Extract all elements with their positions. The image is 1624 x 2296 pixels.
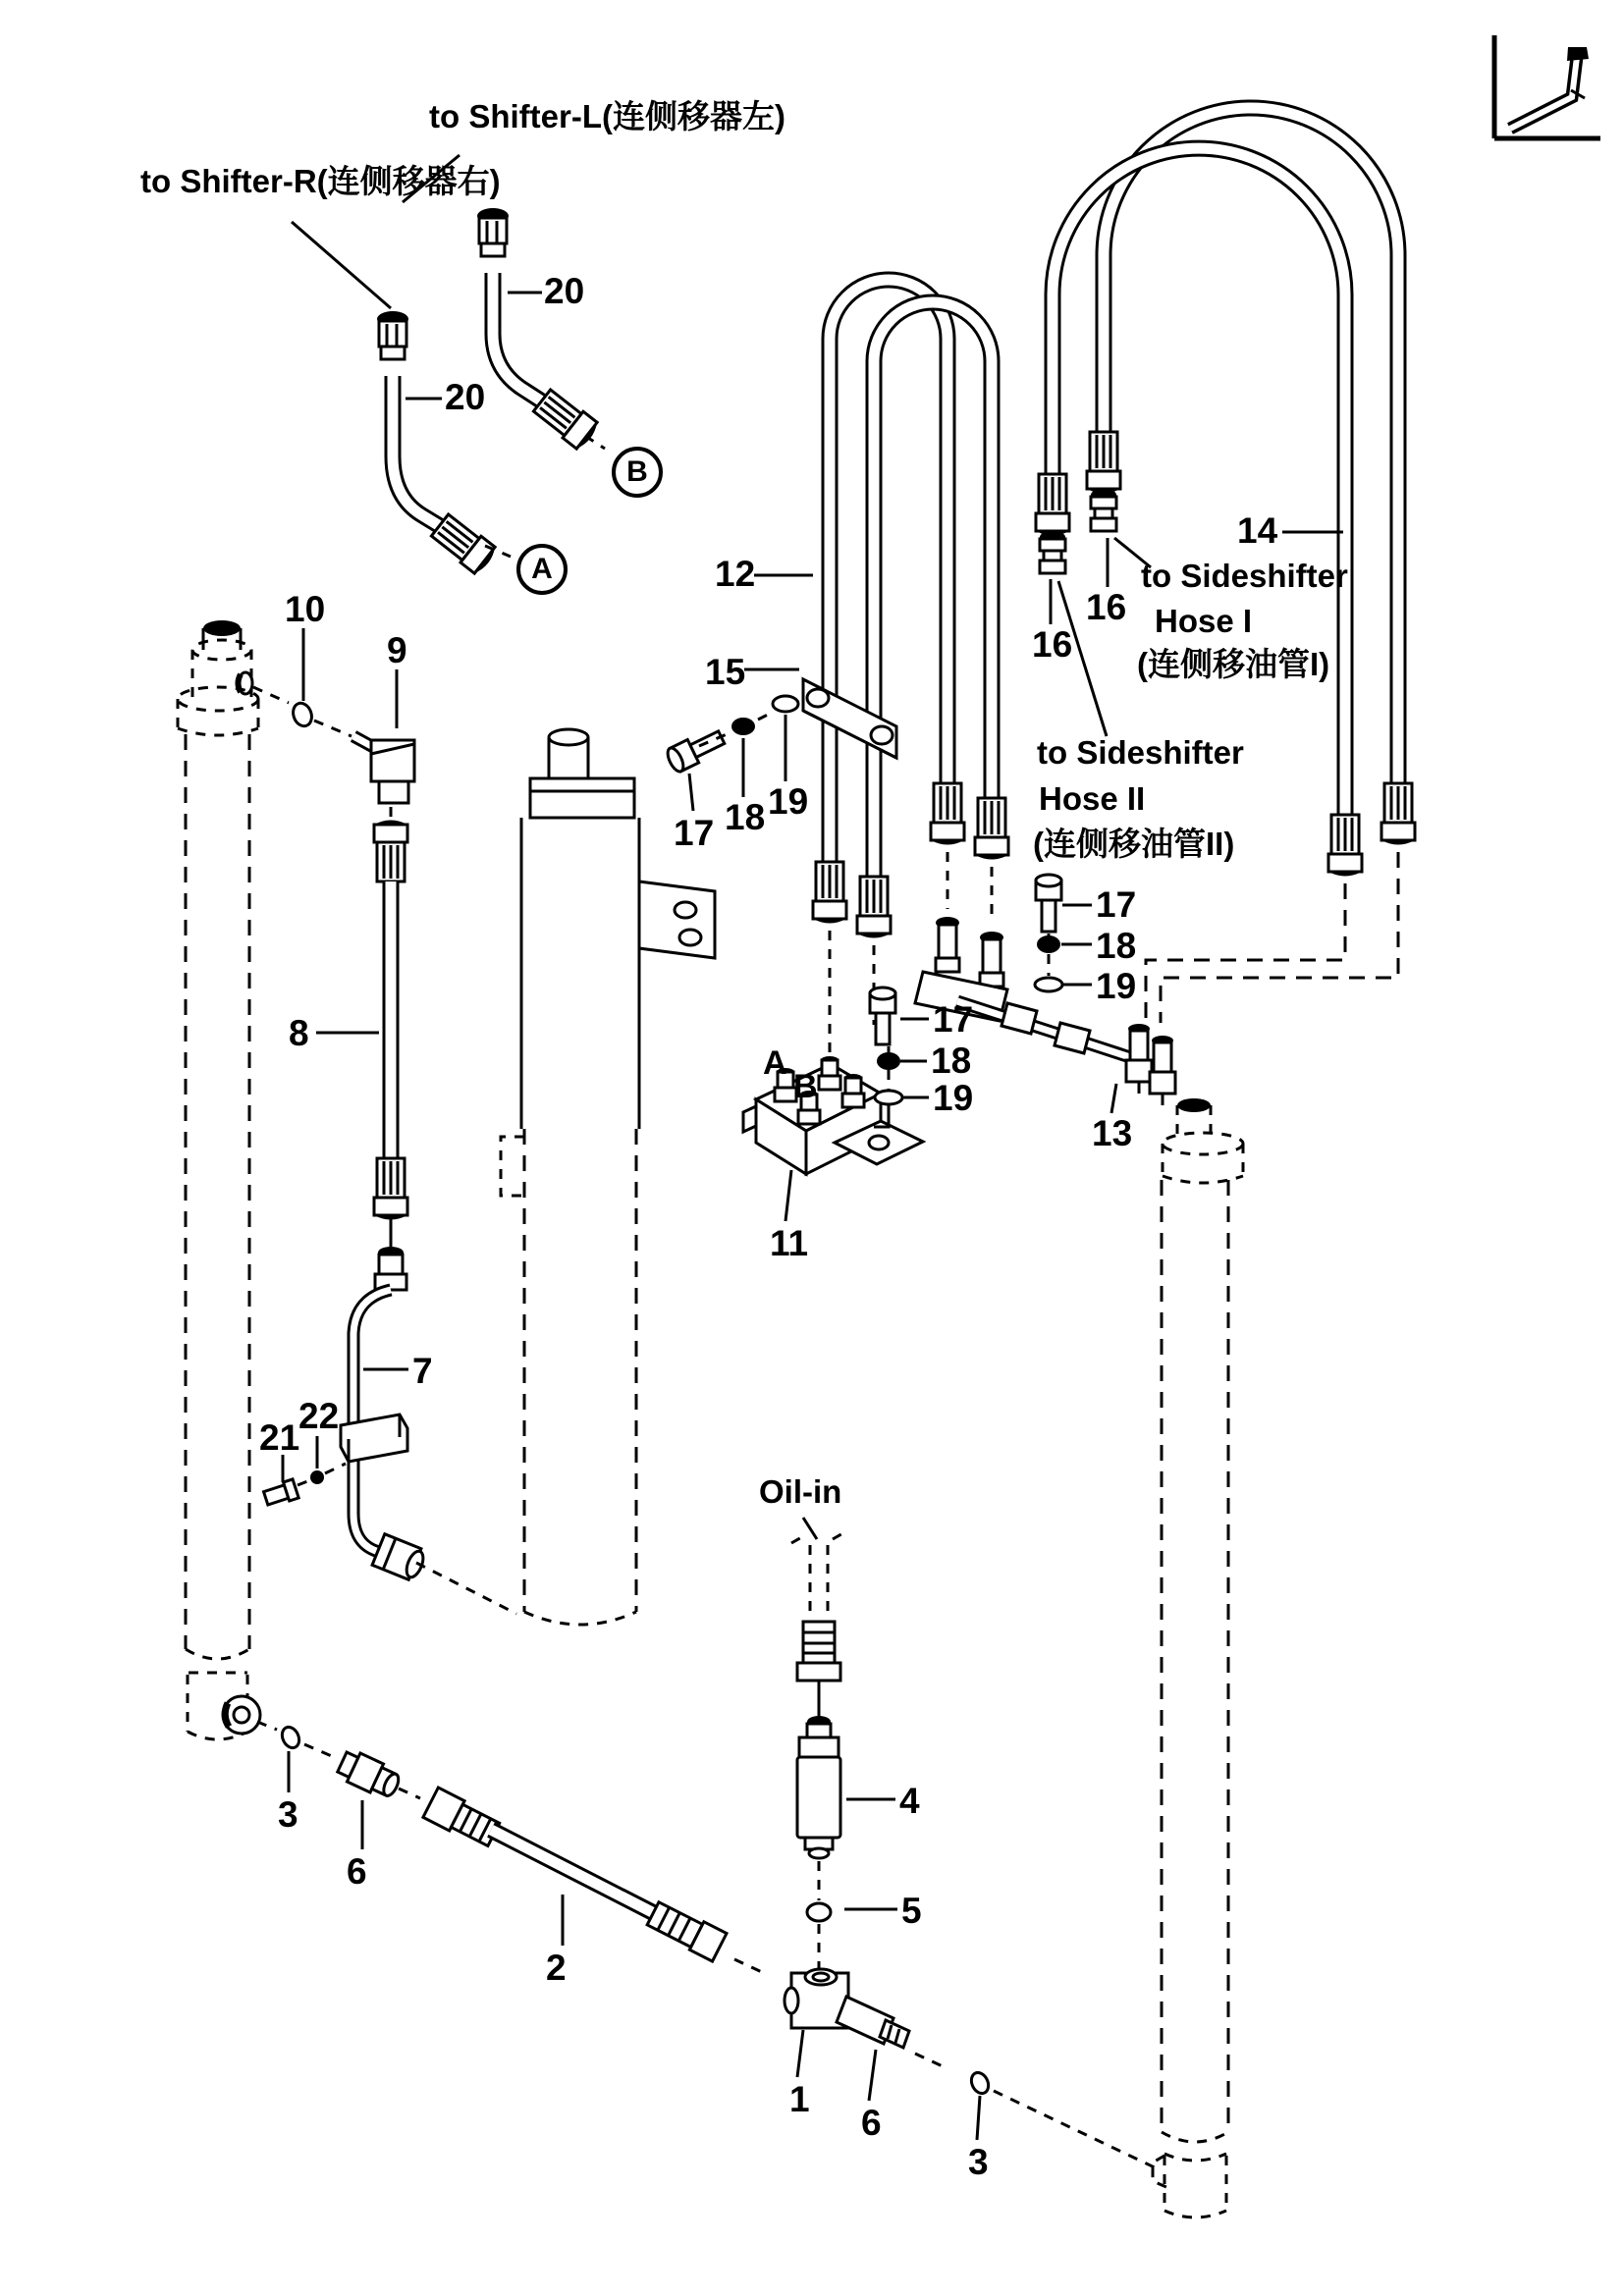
callout-9: 9 bbox=[387, 630, 407, 670]
callout-13: 13 bbox=[1092, 1113, 1133, 1153]
right-screw-group bbox=[1035, 875, 1092, 991]
annotation-hose2-line1: to Sideshifter bbox=[1037, 734, 1244, 771]
callout-17-center: 17 bbox=[933, 999, 974, 1040]
callout-15: 15 bbox=[705, 652, 746, 692]
callout-19-right: 19 bbox=[1096, 966, 1137, 1006]
center-cylinder bbox=[501, 729, 715, 1625]
corner-fork-icon bbox=[1494, 35, 1600, 138]
oil-in-valve-group bbox=[791, 1518, 897, 1969]
callout-4: 4 bbox=[899, 1781, 920, 1821]
callout-3-left: 3 bbox=[278, 1794, 298, 1835]
callout-19-left: 19 bbox=[768, 781, 809, 822]
callout-18-right: 18 bbox=[1096, 926, 1137, 966]
bottom-hose-chain bbox=[257, 1722, 1159, 2169]
callout-16-lower: 16 bbox=[1032, 624, 1073, 665]
callout-22: 22 bbox=[298, 1396, 340, 1436]
callout-20-left: 20 bbox=[445, 377, 486, 417]
annotation-oil-in: Oil-in bbox=[759, 1473, 842, 1510]
callout-21: 21 bbox=[259, 1417, 300, 1458]
callout-6-left: 6 bbox=[347, 1851, 367, 1892]
annotation-hose2-line3: (连侧移油管II) bbox=[1033, 826, 1235, 862]
callout-2: 2 bbox=[546, 1948, 567, 1988]
left-fitting-chain bbox=[253, 628, 516, 1614]
callout-3-right: 3 bbox=[968, 2142, 989, 2182]
annotation-hose2-line2: Hose II bbox=[1039, 780, 1146, 817]
callout-14: 14 bbox=[1237, 510, 1278, 551]
connector-a-badge: A bbox=[516, 544, 568, 595]
callout-17-right: 17 bbox=[1096, 884, 1137, 925]
callout-18-center: 18 bbox=[931, 1041, 972, 1081]
hose-20-pair bbox=[292, 155, 605, 576]
right-cylinder bbox=[1153, 1098, 1243, 2217]
callout-7: 7 bbox=[412, 1351, 433, 1391]
callout-12: 12 bbox=[715, 554, 756, 594]
hose-12-pair bbox=[754, 280, 1008, 1052]
left-cylinder bbox=[178, 620, 260, 1739]
callout-6-right: 6 bbox=[861, 2103, 882, 2143]
manifold-port-b-label: B bbox=[793, 1068, 818, 1105]
callout-17-left: 17 bbox=[674, 813, 715, 853]
callout-11: 11 bbox=[770, 1223, 809, 1263]
annotation-hose1-line2: Hose I bbox=[1155, 603, 1253, 639]
annotation-hose1-line3: (连侧移油管I) bbox=[1137, 646, 1330, 682]
callout-1: 1 bbox=[789, 2079, 810, 2119]
annotation-hose1-line1: to Sideshifter bbox=[1141, 558, 1348, 594]
annotation-to-shifter-l: to Shifter-L(连侧移器左) bbox=[429, 98, 785, 134]
callout-8: 8 bbox=[289, 1013, 309, 1053]
callout-16-upper: 16 bbox=[1086, 587, 1127, 627]
callout-5: 5 bbox=[901, 1891, 922, 1931]
annotation-to-shifter-r: to Shifter-R(连侧移器右) bbox=[140, 163, 501, 199]
manifold-port-a-label: A bbox=[763, 1044, 787, 1082]
connector-b-badge: B bbox=[612, 447, 663, 498]
callout-19-center: 19 bbox=[933, 1078, 974, 1118]
callout-10: 10 bbox=[285, 589, 326, 629]
callout-18-left: 18 bbox=[725, 797, 766, 837]
callout-20-right: 20 bbox=[544, 271, 585, 311]
manifold-11-group bbox=[743, 988, 929, 1221]
